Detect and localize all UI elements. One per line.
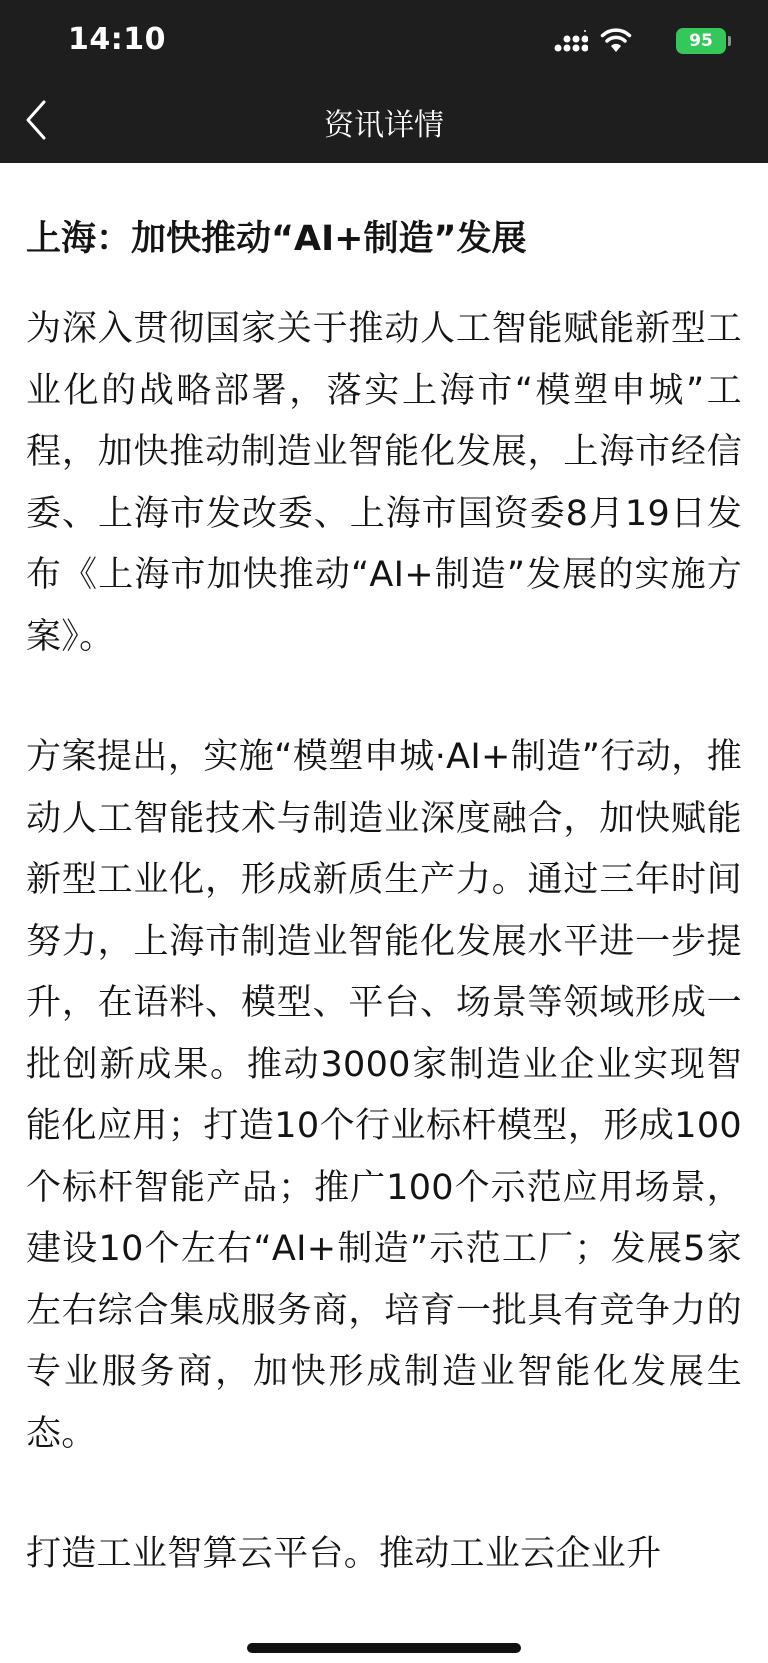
article-content	[26, 163, 742, 1586]
article-paragraph: 为深入贯彻国家关于推动人工智能赋能新型工业化的战略部署，落实上海市“模塑申城”工程，加快推动制造业智能化发展，上海市经信委、上海市发改委、上海市国资委8月19日发布《上海市加快推动“AI+制造”发展的实施方案》。	[26, 309, 742, 657]
signal-icon	[554, 30, 588, 52]
article-paragraph: 打造工业智算云平台。推动工业云企业升	[26, 1534, 662, 1574]
wifi-icon	[600, 28, 632, 54]
article-title: 上海：加快推动“AI+制造”发展	[26, 219, 527, 259]
battery-level: 95	[689, 31, 713, 51]
battery-tip	[728, 36, 731, 46]
top-bar	[0, 0, 768, 163]
status-time: 14:10	[68, 22, 166, 57]
battery-icon	[676, 28, 726, 54]
page-title: 资讯详情	[324, 108, 444, 143]
article-paragraph: 方案提出，实施“模塑申城·AI+制造”行动，推动人工智能技术与制造业深度融合，加快赋能新型工业化，形成新质生产力。通过三年时间努力，上海市制造业智能化发展水平进一步提升，在语料、模型、平台、场景等领域形成一批创新成果。推动3000家制造业企业实现智能化应用；打造10个行业标杆模型，形成100个标杆智能产品；推广100个示范应用场景，建设10个左右“AI+制造”示范工厂；发展5家左右综合集成服务商，培育一批具有竞争力的专业服务商，加快形成制造业智能化发展生态。	[26, 737, 742, 1454]
home-indicator[interactable]	[247, 1643, 521, 1653]
